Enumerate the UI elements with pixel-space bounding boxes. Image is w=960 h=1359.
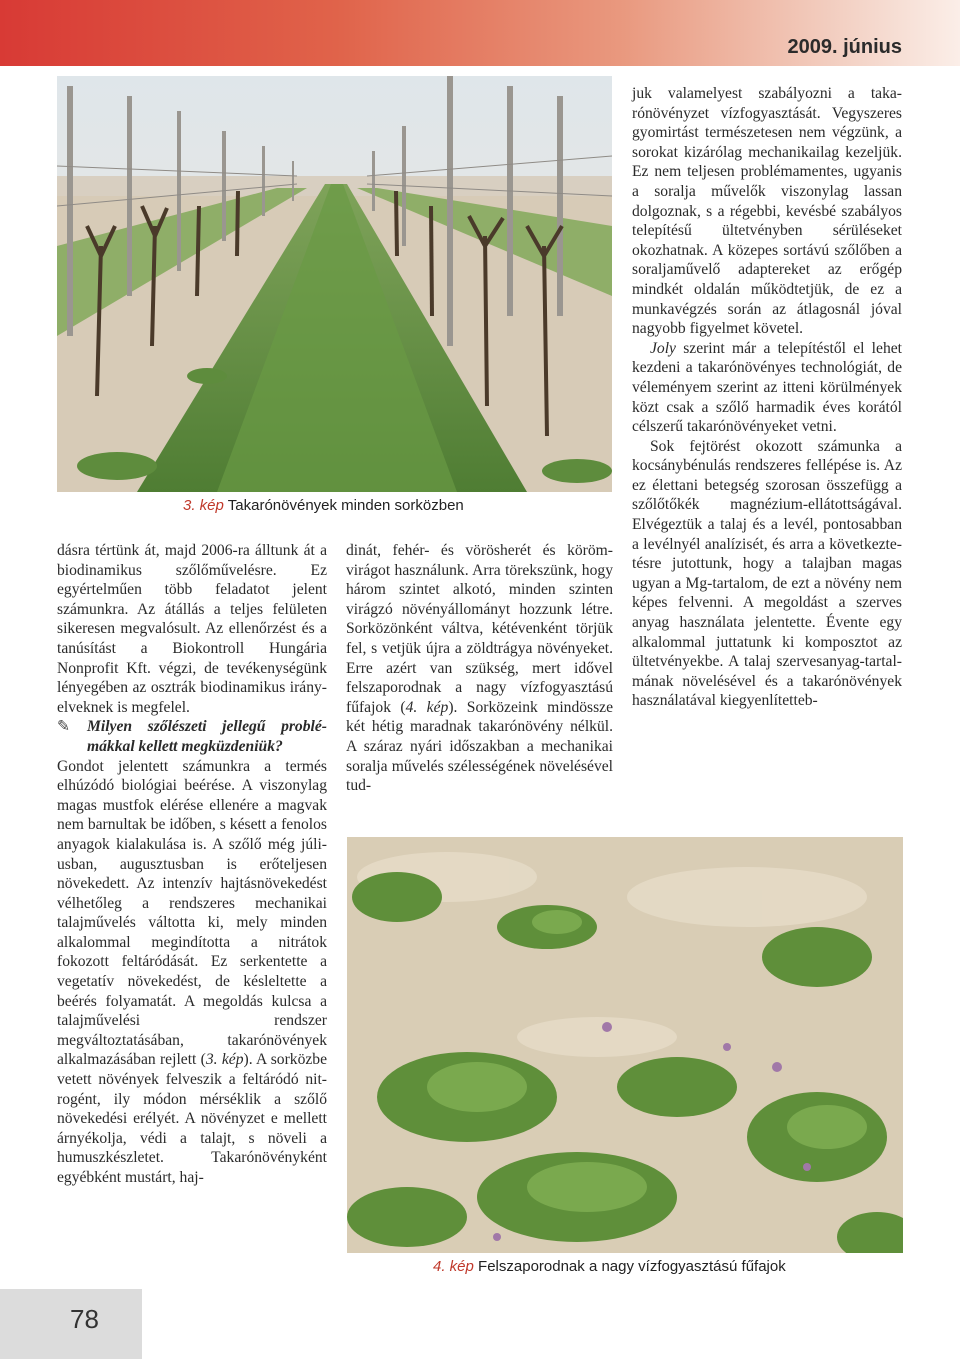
figure-3-label: 3. kép [183, 497, 224, 514]
paragraph-text: dinát, fehér- és vörösherét és körömvirágot használunk. Arra törekszünk, hogy három szintet alkotó, minden szinten virágzó növényállományt hozzunk létre. Sorközönként váltva, kétévenként törjük fel, s vetjük újra a zöldtrágya növényeket. Erre azért van szükség, mert idővel felszaporodnak a nagy vízfogyasztású fűfajok ( [346, 542, 613, 716]
paragraph: dásra tértünk át, majd 2006-ra álltunk át a biodinamikus szőlőművelésre. Ez egyértelműen több feladatot jelent számunkra. Az átállás a teljes felületen sikeresen megvalósult. Az ellenőrzést és a tanúsítást a Biokontroll Hungária Nonprofit Kft. végzi, de tevékenységünk lényegében az osztrák biodinamikus irányelveknek is megfelel. [57, 542, 327, 716]
paragraph-text: ). A sorközbe vetett növények felveszik a feltáródó nitrogént, ily módon mérséklik a szőlő növekedési erélyét. A növényzet e mellett árnyékolja, védi a talajt, s növeli a humuszkészletet. Takarónövényként egyébként mustárt, haj- [57, 1051, 328, 1186]
text-column-1 [57, 541, 327, 1188]
paragraph [57, 757, 327, 1188]
figure-4-text: Felszaporodnak a nagy vízfogyasztású fűfajok [478, 1258, 786, 1275]
vineyard-photo [57, 76, 612, 492]
paragraph-text: szerint már a telepítéstől el lehet kezdeni a takarónövényes technológiát, de véleményem szerint az itteni körülmények közt csak a szőlő harmadik éves korától célszerű takarónövényeket vetni. [632, 339, 902, 436]
figure-reference: 4. kép [405, 698, 449, 716]
issue-date: 2009. június [787, 36, 902, 58]
figure-reference: 3. kép [205, 1051, 244, 1069]
figure-4-label: 4. kép [433, 1258, 474, 1275]
pencil-icon: ✎ [57, 718, 71, 736]
grass-photo [347, 837, 903, 1253]
text-column-3 [632, 84, 902, 711]
text-column-2 [346, 541, 613, 796]
paragraph: juk valamelyest szabályozni a takarónövényzet vízfogyasztását. Vegyszeres gyomirtást természetesen nem végzünk, a sorokat kizárólag mechanikailag kezeljük. Ez nem teljesen problémamentes, ugyanis a soralja művelők viszonylag lassan dolgoznak, s a régebbi, kevésbé szabályos telepítésű ültetvényben sérüléseket okozhatnak. A közepes sortávú szőlőben a soraljaművelő adaptereket az erőgép mindkét oldalán működtetjük, de ez a munkavégzés során az átlagosnál jóval nagyobb figyelmet követel. [632, 85, 902, 338]
figure-3-caption [183, 497, 464, 514]
paragraph [346, 541, 613, 796]
interview-question [57, 717, 327, 756]
paragraph: Sok fejtörést okozott számunka a kocsánybénulás rendszeres fellépése is. Az ez élettani betegség szorosan összefügg a szőlőtőkék magnézium-ellátottságával. Elvégeztük a talaj és a levél, pontosabban a levélnyél analízisét, és arra a következtetésre jutottunk, hogy a talajban magas ugyan a Mg-tartalom, de ezt a növény nem képes felvenni. A megoldást a szerves anyag használata jelentette. Évente egy alkalommal juttatunk ki komposztot az ültetvényekbe. A talaj szervesanyag-tartalmának növelésével és a takarónövények használatával kiegyenlítetteb- [632, 437, 902, 710]
paragraph-text: Gondot jelentett számunkra a termés elhúzódó biológiai beérése. A viszonylag magas mustfok elérése ellenére a magvak nem barnultak be időben, s késett a fenolos anyagok kialakulása is. A szőlő még júliusban, augusztusban is erőteljesen növekedett. Az intenzív hajtásnövekedést vélhetőleg a rendszeres mechanikai talajművelés váltotta ki, mely minden alkalommal megindította a nitrátok fokozott feltáródását. Ez serkentette a vegetatív növekedést, de késleltette a beérés folyamatát. A megoldás kulcsa a talajművelési rendszer megváltoztatásában, takarónövények alkalmazásában rejlett ( [57, 757, 327, 1069]
figure-3-text: Takarónövények minden sorközben [227, 497, 464, 514]
question-text: Milyen szőlészeti jellegű problémákkal kellett megküzdeniük? [87, 718, 327, 755]
paragraph-text: ). Sorközeink mindössze két hétig maradnak takarónövény nélkül. A száraz nyári időszakban a mechanikai soralja művelés szélességének növelésével tud- [346, 698, 614, 795]
paragraph [632, 339, 902, 437]
figure-4-caption [433, 1258, 786, 1275]
page-number: 78 [70, 1304, 99, 1334]
person-name: Joly [650, 339, 676, 357]
